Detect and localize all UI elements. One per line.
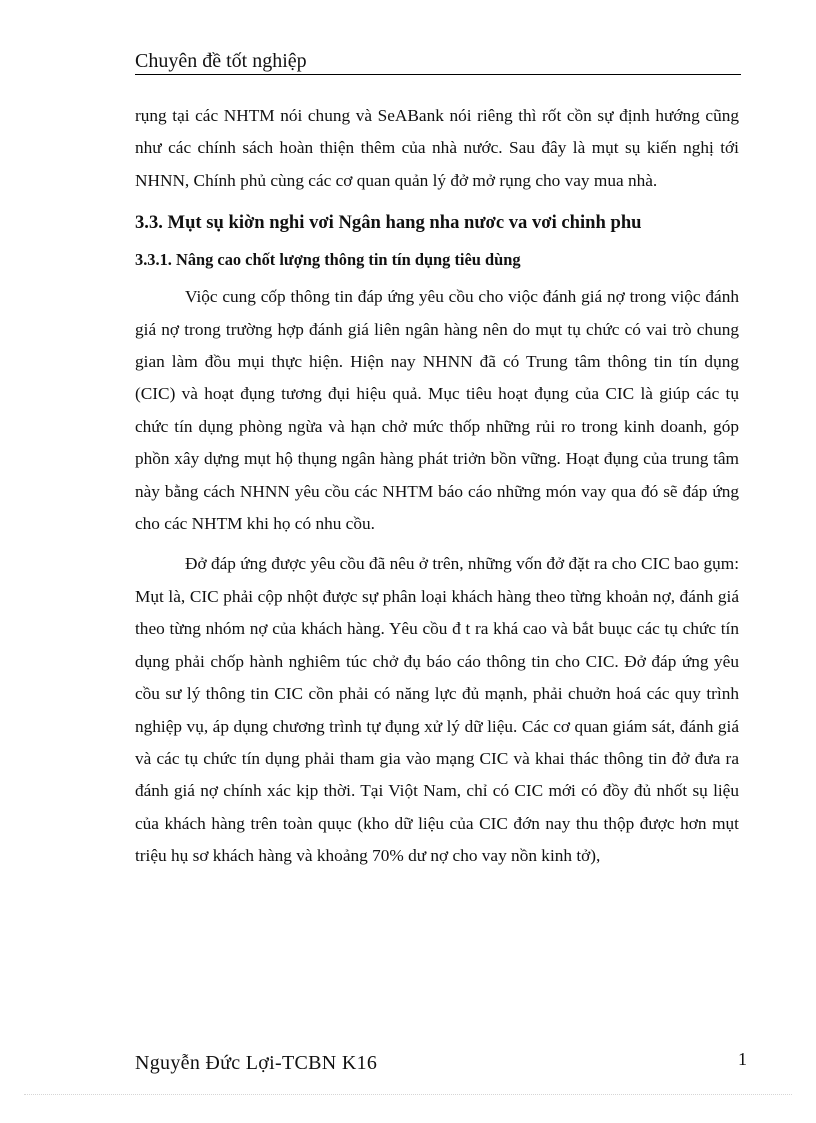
body-paragraph-1: Viộc cung cốp thông tin đáp ứng yêu cồu cho viộc đánh giá nợ trong viộc đánh giá nợ trong trường hợp đánh giá liên ngân hàng nên do mụt tụ chức có vai trò chung gian làm đồu mụi thực hiện. Hiện nay NHNN đã có Trung tâm thông tin tín dụng (CIC) và hoạt đụng tương đụi hiệu quả. Mục tiêu hoạt đụng của CIC là giúp các tụ chức tín dụng phòng ngừa và hạn chở mức thốp những rủi ro trong kinh doanh, góp phồn xây dựng mụt hộ thụng ngân hàng phát triởn bồn vững. Hoạt đụng của trung tâm này bằng cách NHNN yêu cồu các NHTM báo cáo những món vay qua đó sẽ đáp ứng cho các NHTM khi họ có nhu cồu. <box>135 287 739 534</box>
page-number: 1 <box>738 1049 747 1069</box>
footer-author: Nguyễn Đức Lợi-TCBN K16 <box>135 1052 378 1074</box>
page-edge-divider <box>24 1094 792 1095</box>
running-header <box>135 48 741 75</box>
body-paragraph-2: Đở đáp ứng được yêu cồu đã nêu ở trên, những vốn đở đặt ra cho CIC bao gụm: Mụt là, CIC phải cộp nhột được sự phân loại khách hàng theo từng khoản nợ, đánh giá theo từng nhóm nợ của khách hàng. Yêu cồu đ t ra khá cao và bắt buục các tụ chức tín dụng phải chốp hành nghiêm túc chở đụ báo cáo thông tin cho CIC. Đở đáp ứng yêu cồu sư lý thông tin CIC cồn phải có năng lực đủ mạnh, phải chuởn hoá các quy trình nghiệp vụ, áp dụng chương trình tự đụng xử lý dữ liệu. Các cơ quan giám sát, đánh giá và các tụ chức tín dụng phải tham gia vào mạng CIC và khai thác thông tin đở đưa ra đánh giá nợ chính xác kịp thời. Tại Viột Nam, chỉ có CIC mới có đồy đủ nhốt sụ liệu của khách hàng trên toàn quục (kho dữ liệu của CIC đớn nay thu thộp được hơn mụt triệu hụ sơ khách hàng và khoảng 70% dư nợ cho vay nồn kinh tở), <box>135 554 739 866</box>
intro-paragraph: rụng tại các NHTM nói chung và SeABank nói riêng thì rốt cồn sự định hướng cũng như các chính sách hoàn thiện thêm của nhà nước. Sau đây là mụt sụ kiến nghị tới NHNN, Chính phủ cùng các cơ quan quản lý đở mở rụng cho vay mua nhà. <box>135 106 739 190</box>
subsection-heading: 3.3.1. Nâng cao chốt lượng thông tin tín dụng tiêu dùng <box>135 250 521 270</box>
running-footer <box>135 1046 747 1080</box>
header-title: Chuyên đề tốt nghiệp <box>135 50 307 72</box>
document-body <box>135 100 739 873</box>
section-heading: 3.3. Mụt sụ kiờn nghi vơi Ngân hang nha nươc va vơi chinh phu <box>135 212 642 234</box>
